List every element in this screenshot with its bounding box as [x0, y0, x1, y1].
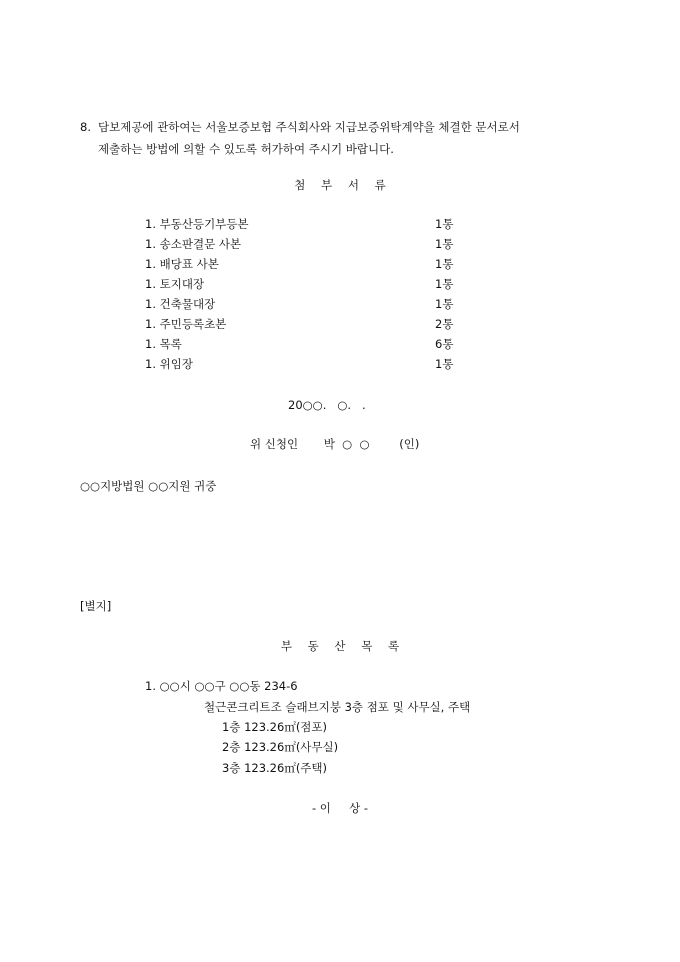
attachment-qty: 1통 — [435, 237, 454, 251]
attachment-row — [145, 276, 475, 296]
floor-area-2: 2층 123.26㎡(사무실) — [222, 740, 339, 754]
attachments-title: 첨 부 서 류 — [294, 178, 386, 192]
attachment-row — [145, 216, 475, 236]
paragraph-8 — [80, 116, 610, 160]
applicant-label: 위 신청인 — [250, 437, 299, 451]
paragraph-line-1: 담보제공에 관하여는 서울보증보험 주식회사와 지급보증위탁계약을 체결한 문서로서 — [98, 120, 520, 134]
attachment-qty: 1통 — [435, 297, 454, 311]
seal-mark: (인) — [399, 437, 420, 451]
attachment-qty: 6통 — [435, 337, 454, 351]
attachment-row — [145, 336, 475, 356]
paragraph-number: 8. — [80, 120, 91, 134]
attachment-name: 1. 건축물대장 — [145, 297, 216, 311]
property-description: 철근콘크리트조 슬래브지붕 3층 점포 및 사무실, 주택 — [204, 700, 471, 714]
applicant-name: 박 ○ ○ — [323, 437, 370, 451]
court-addressee: ○○지방법원 ○○지원 귀중 — [80, 479, 217, 493]
attachment-name: 1. 배당표 사본 — [145, 257, 219, 271]
attachment-row — [145, 316, 475, 336]
attachment-name: 1. 위임장 — [145, 357, 193, 371]
applicant-line — [250, 436, 419, 452]
attachment-name: 1. 목록 — [145, 337, 182, 351]
attachment-row — [145, 296, 475, 316]
document-date: 20○○. ○. . — [288, 398, 366, 412]
attachment-name: 1. 주민등록초본 — [145, 317, 227, 331]
property-list-title: 부 동 산 목 록 — [280, 639, 400, 653]
property-item: 1. ○○시 ○○구 ○○동 234-6 — [145, 679, 298, 693]
floor-area-3: 3층 123.26㎡(주택) — [222, 761, 328, 775]
end-mark: - 이 상 - — [311, 801, 369, 815]
paragraph-line-2: 제출하는 방법에 의할 수 있도록 허가하여 주시기 바랍니다. — [98, 142, 394, 156]
attachment-qty: 1통 — [435, 217, 454, 231]
attachment-name: 1. 토지대장 — [145, 277, 205, 291]
attachment-name: 1. 송소판결문 사본 — [145, 237, 242, 251]
attachment-name: 1. 부동산등기부등본 — [145, 217, 249, 231]
attachment-row — [145, 356, 475, 376]
attachment-row — [145, 236, 475, 256]
attachment-row — [145, 256, 475, 276]
annex-label: [별지] — [80, 599, 112, 613]
attachment-qty: 1통 — [435, 357, 454, 371]
attachment-qty: 1통 — [435, 257, 454, 271]
floor-area-1: 1층 123.26㎡(점포) — [222, 720, 328, 734]
attachment-qty: 1통 — [435, 277, 454, 291]
attachment-qty: 2통 — [435, 317, 454, 331]
